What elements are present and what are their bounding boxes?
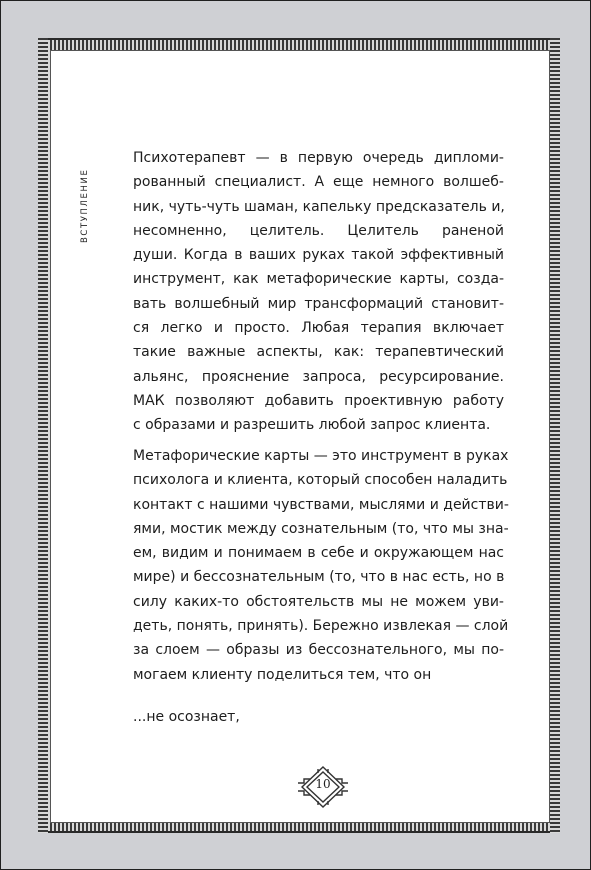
- text-line: могаем клиенту поделиться тем, что он: [133, 666, 432, 683]
- ending-text: ...не осознает,: [133, 709, 240, 725]
- border-right-ornament: [550, 38, 560, 833]
- page-number: 10: [315, 777, 331, 791]
- text-line: МАК позволяют добавить проективную работу: [133, 392, 504, 409]
- text-line: психолога и клиента, который способен наладить: [133, 472, 508, 489]
- text-line: Психотерапевт — в первую очередь дипломи-: [133, 150, 504, 166]
- text-line: силу каких-то обстоятельств мы не можем уви-: [133, 593, 504, 610]
- text-line: такие важные аспекты, как: терапевтический: [133, 344, 504, 361]
- border-left-ornament: [38, 38, 48, 833]
- text-line: с образами и разрешить любой запрос клиента.: [133, 417, 491, 434]
- text-line: альянс, прояснение запроса, ресурсирование.: [133, 368, 504, 385]
- text-line: за слоем — образы из бессознательного, мы по-: [133, 642, 504, 659]
- text-line: инструмент, как метафорические карты, созда-: [133, 271, 504, 288]
- paragraph-1: [133, 146, 504, 438]
- text-line: ями, мостик между сознательным (то, что мы зна-: [133, 520, 509, 537]
- text-line: вать волшебный мир трансформаций становит-: [133, 295, 504, 312]
- section-label: ВСТУПЛЕНИЕ: [80, 168, 90, 243]
- text-line: несомненно, целитель. Целитель раненой: [133, 222, 504, 239]
- text-line: рованный специалист. А еще немного волшеб-: [133, 174, 504, 191]
- text-line: деть, понять, принять). Бережно извлекая — слой: [133, 618, 509, 635]
- text-line: ся легко и просто. Любая терапия включает: [133, 320, 504, 337]
- paragraph-2: [133, 444, 509, 687]
- text-line: души. Когда в ваших руках такой эффективный: [133, 247, 504, 264]
- text-line: ем, видим и понимаем в себе и окружающем нас: [133, 545, 504, 562]
- text-line: контакт с нашими чувствами, мыслями и действи-: [133, 496, 509, 513]
- text-line: мире) и бессознательным (то, что в нас есть, но в: [133, 569, 505, 586]
- text-line: Метафорические карты — это инструмент в руках: [133, 448, 509, 464]
- text-line: ник, чуть-чуть шаман, капельку предсказатель и,: [133, 198, 505, 215]
